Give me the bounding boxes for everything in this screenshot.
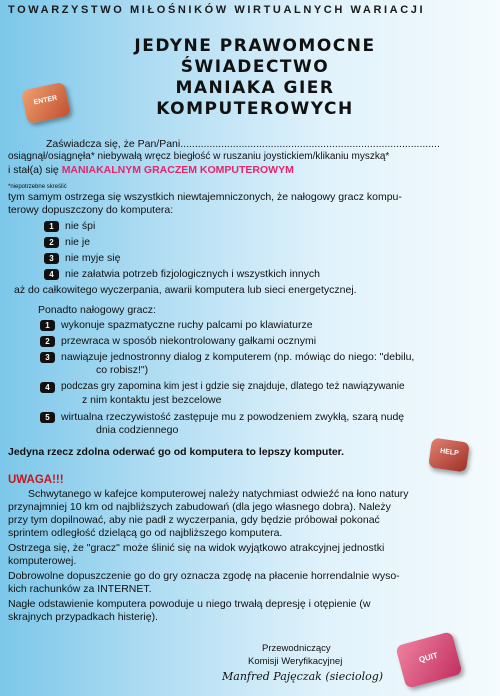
list-item: 1 wykonuje spazmatyczne ruchy palcami po klawiaturze	[40, 319, 313, 332]
list-item: 3 nawiązuje jednostronny dialog z komputerem (np. mówiąc do niego: "debilu,	[40, 351, 414, 364]
list-item: 5 wirtualna rzeczywistość zastępuje mu z powodzeniem zwykłą, szarą nudę	[40, 411, 404, 424]
certifies-line: Zaświadcza się, że Pan/Pani.........................................................................................	[46, 138, 440, 150]
title-line-1: JEDYNE PRAWOMOCNE	[134, 36, 376, 56]
list-item-continuation: z nim kontaktu jest bezcelowe	[82, 394, 222, 406]
list-item: 2 przewraca w sposób niekontrolowany gałkami ocznymi	[40, 335, 316, 348]
enter-key-icon: ENTER	[21, 82, 71, 124]
help-key-icon: HELP	[428, 438, 470, 473]
warning-line-2: terowy dopuszczony do komputera:	[8, 204, 174, 216]
list-item: 2 nie je	[44, 236, 90, 249]
mastery-line: osiągnął/osiągnęła* niebywałą wręcz biegłość w ruszaniu joystickiem/klikaniu myszką*	[8, 151, 390, 162]
warning-text-line: przy tym dopilnować, aby nie padł z wyczerpania, gdy będzie próbował pokonać	[8, 514, 380, 526]
became-line: i stał(a) się MANIAKALNYM GRACZEM KOMPUTEROWYM	[8, 164, 294, 176]
exhaustion-line: aż do całkowitego wyczerpania, awarii komputera lub sieci energetycznej.	[14, 284, 357, 296]
title-line-3: MANIAKA GIER	[175, 78, 335, 98]
warning-text-line: Dobrowolne dopuszczenie go do gry oznacza zgodę na płacenie horrendalnie wyso-	[8, 570, 400, 582]
signature-name: Manfred Pajęczak (sieciolog)	[222, 670, 384, 683]
warning-heading: UWAGA!!!	[8, 474, 64, 486]
list-item-continuation: co robisz!")	[96, 364, 149, 376]
warning-line-1: tym samym ostrzega się wszystkich niewtajemniczonych, że nałogowy gracz kompu-	[8, 191, 402, 203]
signature-title: Przewodniczący	[262, 643, 331, 654]
moreover-line: Ponadto nałogowy gracz:	[38, 304, 156, 316]
warning-text-line: Ostrzega się, że "gracz" może ślinić się na widok wyjątkowo atrakcyjnej jednostki	[8, 542, 385, 554]
list-item: 3 nie myje się	[44, 252, 120, 265]
footnote: *niepotrzebne skreślić	[8, 184, 67, 190]
warning-text-line: sprintem odległość dzielącą go od najbliższego komputera.	[8, 527, 283, 539]
title-line-2: ŚWIADECTWO	[180, 57, 330, 77]
quit-key-icon: QUIT	[395, 631, 462, 689]
signature-committee: Komisji Weryfikacyjnej	[248, 656, 343, 667]
warning-text-line: Schwytanego w kafejce komputerowej należy natychmiast odwieźć na łono natury	[28, 488, 409, 500]
association-header: TOWARZYSTWO MIŁOŚNIKÓW WIRTUALNYCH WARIACJI	[8, 4, 426, 16]
certificate-title	[90, 36, 420, 120]
list-item-continuation: dnia codziennego	[96, 424, 179, 436]
warning-text-line: skrajnych przypadkach histerię).	[8, 611, 158, 623]
title-line-4: KOMPUTEROWYCH	[156, 99, 354, 119]
warning-text-line: kich rachunków za INTERNET.	[8, 583, 152, 595]
warning-text-line: przynajmniej 10 km od najbliższych zabudowań (dla jego własnego dobra). Należy	[8, 501, 391, 513]
list-item: 1 nie śpi	[44, 220, 95, 233]
list-item: 4 nie załatwia potrzeb fizjologicznych i wszystkich innych	[44, 268, 320, 281]
list-item: 4 podczas gry zapomina kim jest i gdzie się znajduje, dlatego też nawiązywanie	[40, 381, 405, 394]
warning-text-line: komputerowej.	[8, 555, 77, 567]
key-sentence: Jedyna rzecz zdolna oderwać go od komputera to lepszy komputer.	[8, 446, 345, 458]
warning-text-line: Nagłe odstawienie komputera powoduje u niego trwałą depresję i otępienie (w	[8, 598, 371, 610]
